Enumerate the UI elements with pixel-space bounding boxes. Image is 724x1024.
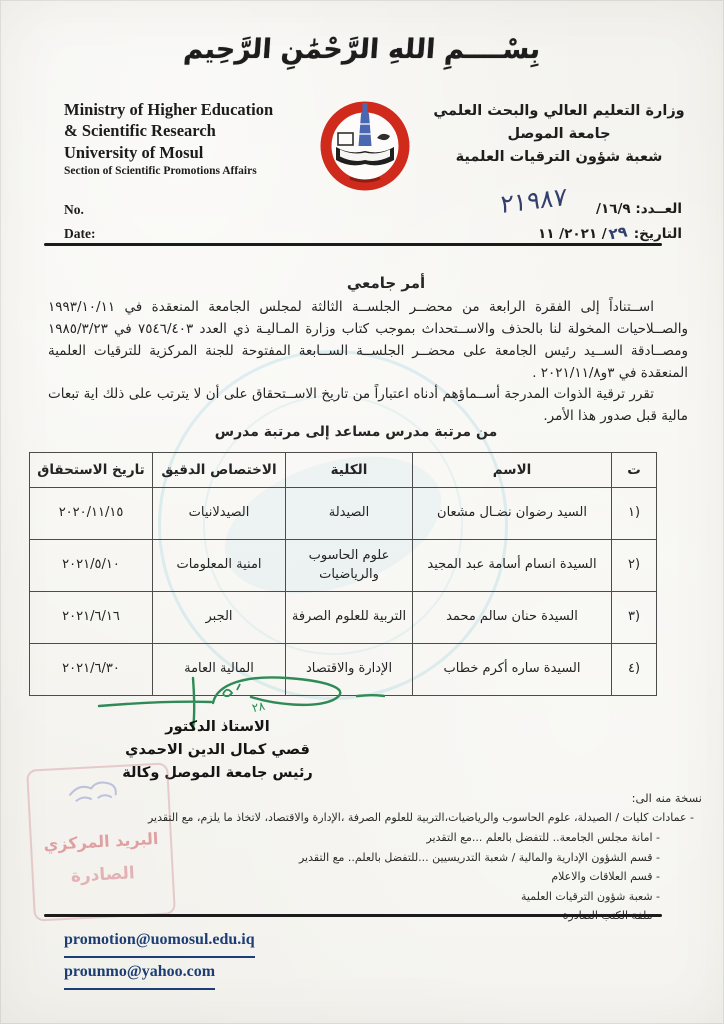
cell-due_date: ٢٠٢١/٦/١٦ [30,592,153,644]
column-header-4: تاريخ الاستحقاق [30,453,153,488]
signatory-name: قصي كمال الدين الاحمدي [125,742,310,759]
email-link[interactable]: prounmo@yahoo.com [64,958,215,990]
column-header-1: الاسم [413,453,612,488]
header-arabic [414,100,704,170]
cell-no: ٣) [612,592,657,644]
promotion-table-body [30,488,657,696]
document-number-line [500,181,682,221]
distribution-heading: نسخة منه الى: [631,791,702,805]
university-of-mosul-emblem-icon [320,94,410,198]
section-name-en: Section of Scientific Promotions Affairs [64,165,257,178]
promotions-table-header [30,453,657,488]
ministry-name-en-line1: Ministry of Higher Education [64,100,274,119]
reference-block-arabic [500,181,682,246]
bismillah-calligraphy: بِسْــــمِ اللهِ الرَّحْمَٰنِ الرَّحِيم [182,34,542,65]
footer-divider [44,914,662,917]
table-row [30,592,657,644]
column-header-2: الكلية [286,453,413,488]
cell-college: الصيدلة [286,488,413,540]
order-paragraph-1: اســتناداً إلى الفقرة الرابعة من محضــر الجلســة الثالثة لمجلس الجامعة المنعقدة في ١٩٩٣/١٠/١١ والصــلاحيات المخولة لنا بالحذف والاســتحداث بموجب كتاب وزارة المـاليـة ذي العدد ٧٥٤٦/٤٠٣ في ١٩٨٥/٣/٢٣ ومصــادقة الســيد رئيس الجامعة على محضــر الجلســة الســابعة المفتوحة للجنة المركزية للترقيات العلمية المنعقدة في ٣و٢٠٢١/١١/٨ . [48,299,688,382]
section-name-ar: شعبة شؤون الترقيات العلمية [455,149,663,166]
cell-due_date: ٢٠٢١/٥/١٠ [30,540,153,592]
university-name-en: University of Mosul [64,142,204,162]
university-name-ar: جامعة الموصل [507,126,611,143]
reference-labels-english [64,198,95,245]
distribution-item: - شعبة شؤون الترقيات العلمية [521,889,660,903]
stamp-bird-icon [63,775,125,812]
date-label-ar: التاريخ: [633,225,682,242]
cell-name: السيدة ساره أكرم خطاب [413,644,612,696]
stamp-line-2: الصادرة [70,863,136,887]
order-paragraph-2: تقرر ترقية الذوات المدرجة أســماؤهم أدناه اعتباراً من تاريخ الاســتحقاق على أن لا يترتب على ذلك اية تبعات مالية قبل صدور هذا الأمر. [48,386,688,424]
distribution-item: - قسم العلاقات والاعلام [551,870,660,884]
footer-emails [64,926,255,990]
cell-no: ٤) [612,644,657,696]
cell-due_date: ٢٠٢١/٦/٣٠ [30,644,153,696]
distribution-item: - عمادات كليات / الصيدلة، علوم الحاسوب والرياضيات،التربية للعلوم الصرفة ،الإدارة والاقتصاد، لاتخاذ ما يلزم، مع التقدير [147,811,694,825]
cell-college: علوم الحاسوب والرياضيات [286,540,413,592]
handwritten-document-number: ٢١٩٨٧ [500,181,568,220]
date-value: ٢٠٢١/ ١١ / [538,225,607,242]
header-row [30,453,657,488]
cell-no: ٢) [612,540,657,592]
cell-specialty: امنية المعلومات [153,540,286,592]
table-row [30,488,657,540]
email-link[interactable]: promotion@uomosul.edu.iq [64,926,255,958]
promotions-table [29,452,657,696]
cell-specialty: الجبر [153,592,286,644]
column-header-3: الاختصاص الدقيق [153,453,286,488]
ministry-name-en-line2: & Scientific Research [64,121,216,141]
cell-name: السيد رضوان نضـال مشعان [413,488,612,540]
cell-no: ١) [612,488,657,540]
signatory-title: الاستاذ الدكتور [165,719,270,735]
header-divider [44,243,662,246]
signature-annotation: ٢٨ [250,698,267,716]
ministry-name-ar: وزارة التعليم العالي والبحث العلمي [433,103,685,119]
order-title: أمر جامعي [346,274,426,292]
table-row [30,540,657,592]
cell-name: السيدة حنان سالم محمد [413,592,612,644]
no-label: No. [64,202,84,217]
date-label: Date: [64,225,96,241]
distribution-item: - قسم الشؤون الإدارية والمالية / شعبة التدريسيين ...للتفضل بالعلم.. مع التقدير [298,850,660,864]
cell-name: السيدة انسام أسامة عبد المجيد [413,540,612,592]
promotion-rank-subtitle: من مرتبة مدرس مساعد إلى مرتبة مدرس [214,424,498,440]
distribution-item: - امانة مجلس الجامعة.. للتفضل بالعلم ...مع التقدير [426,831,660,845]
signatory-position: رئيس جامعة الموصل وكالة [122,765,313,782]
stamp-line-1: البريد المركزي [43,829,159,854]
number-label-ar: العــدد: [635,201,682,217]
distribution-list [142,788,702,926]
header-english [64,99,344,177]
cell-due_date: ٢٠٢٠/١١/١٥ [30,488,153,540]
cell-college: الإدارة والاقتصاد [286,644,413,696]
cell-college: التربية للعلوم الصرفة [286,592,413,644]
column-header-0: ت [612,453,657,488]
number-code: /١٦/٩ [596,201,631,217]
handwritten-date-day: ٢٩ [607,222,629,244]
cell-specialty: الصيدلانيات [153,488,286,540]
cell-specialty: المالية العامة [153,644,286,696]
